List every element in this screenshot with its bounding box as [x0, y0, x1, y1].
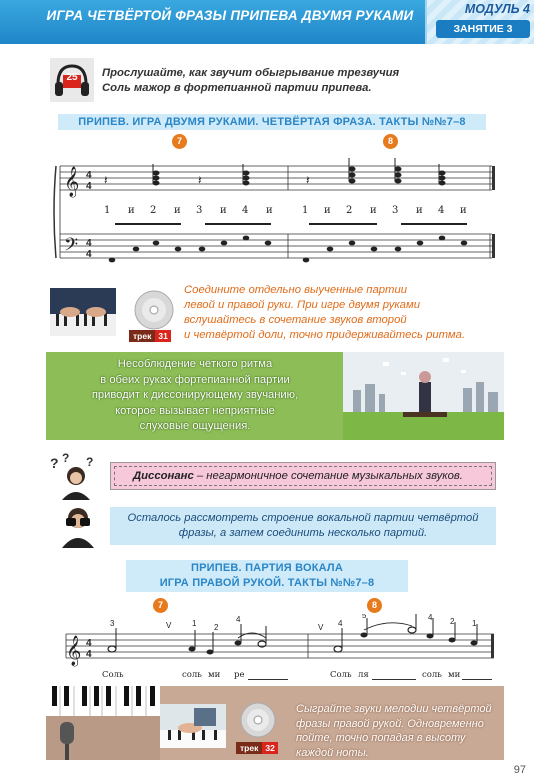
- count: 4: [438, 205, 445, 216]
- section2-title-line-1: ПРИПЕВ. ПАРТИЯ ВОКАЛА: [191, 562, 343, 574]
- lyric-syllable: ми: [448, 670, 461, 680]
- note-text: [110, 511, 496, 541]
- count: и: [220, 205, 227, 216]
- svg-text:𝄞: 𝄞: [64, 167, 80, 197]
- track-number: 32: [262, 742, 277, 754]
- count: и: [324, 205, 331, 216]
- page-number: 97: [513, 764, 526, 774]
- piano-hands-photo: [50, 288, 116, 336]
- module-label: МОДУЛЬ 4: [464, 2, 530, 16]
- svg-text:4: 4: [86, 249, 92, 260]
- warning-line-4: которое вызывает неприятные: [115, 404, 275, 417]
- lyric-syllable: соль: [182, 670, 202, 680]
- track31-line-4: и четвёртой доли, точно придерживайтесь ритма.: [184, 329, 466, 341]
- count: 1: [302, 205, 309, 216]
- lyric-syllable: Соль: [330, 670, 352, 680]
- warning-line-2: в обеих руках фортепианной партии: [100, 373, 290, 386]
- beat-counts: [52, 205, 498, 219]
- measure-marker-7: 7: [153, 598, 168, 613]
- warning-text: [60, 357, 330, 435]
- lyric-extender: [462, 679, 492, 680]
- svg-text:𝄽: 𝄽: [104, 173, 108, 187]
- definition-term: Диссонанс: [133, 470, 194, 482]
- section2-title-line-2: ИГРА ПРАВОЙ РУКОЙ. ТАКТЫ №№7–8: [159, 577, 375, 589]
- svg-text:V: V: [166, 621, 172, 630]
- intro-line-2: Соль мажор в фортепианной партии припева.: [102, 82, 372, 94]
- svg-text:1: 1: [472, 619, 477, 628]
- track-number: 31: [155, 330, 170, 342]
- svg-text:4: 4: [236, 615, 241, 624]
- vocal-score: [62, 614, 498, 670]
- svg-text:2: 2: [450, 617, 455, 626]
- track-tag: трек: [129, 330, 155, 342]
- thinking-woman-icon: [48, 452, 104, 500]
- svg-text:5: 5: [362, 614, 367, 620]
- count: 1: [104, 205, 111, 216]
- lyric-syllable: соль: [422, 670, 442, 680]
- svg-text:𝄽: 𝄽: [198, 173, 202, 187]
- measure-marker-8: 8: [383, 134, 398, 149]
- track31-line-1: Соедините отдельно выученные партии: [184, 284, 408, 296]
- binoculars-man-icon: [54, 504, 102, 548]
- exercise-line-4: каждой ноты.: [296, 746, 369, 759]
- count: 2: [150, 205, 157, 216]
- svg-text:?: ?: [50, 455, 59, 471]
- note-line-1: Осталось рассмотреть строение вокальной партии четвёртой: [127, 512, 479, 524]
- svg-text:𝄢: 𝄢: [64, 235, 79, 260]
- lyric-syllable: Соль: [102, 670, 124, 680]
- track31-line-3: вслушайтесь в сочетание звуков второй: [184, 314, 407, 326]
- count: и: [266, 205, 273, 216]
- track-31-label: [129, 326, 171, 344]
- warning-line-1: Несоблюдение чёткого ритма: [117, 358, 273, 370]
- piano-player-photo: [160, 704, 226, 748]
- svg-text:4: 4: [86, 238, 92, 249]
- lyrics-line: [62, 670, 498, 684]
- exercise-text: [296, 702, 501, 760]
- warning-line-3: приводит к диссонирующему звучанию,: [91, 389, 299, 401]
- count: и: [128, 205, 135, 216]
- svg-text:4: 4: [428, 614, 433, 622]
- lyric-syllable: ми: [208, 670, 221, 680]
- exercise-line-1: Сыграйте звуки мелодии четвёртой: [296, 703, 492, 715]
- definition-text: [114, 466, 492, 486]
- count: 3: [392, 205, 399, 216]
- man-on-bench-photo: [343, 352, 504, 440]
- section-title-2: [126, 560, 408, 592]
- count: и: [370, 205, 377, 216]
- keyboard-microphone-image: [46, 686, 160, 760]
- svg-text:2: 2: [214, 623, 219, 632]
- lesson-label: ЗАНЯТИЕ 3: [436, 20, 530, 38]
- lyric-extender: [372, 679, 416, 680]
- svg-text:1: 1: [192, 619, 197, 628]
- svg-text:𝄞: 𝄞: [66, 636, 82, 666]
- exercise-line-2: фразы правой рукой. Одновременно: [296, 717, 484, 730]
- warning-line-5: слуховые ощущения.: [139, 420, 251, 432]
- count: и: [416, 205, 423, 216]
- definition-body: – негармоничное сочетание музыкальных звуков.: [193, 470, 463, 482]
- svg-text:4: 4: [86, 649, 92, 660]
- page-title: ИГРА ЧЕТВЁРТОЙ ФРАЗЫ ПРИПЕВА ДВУМЯ РУКАМИ: [46, 8, 414, 23]
- count: и: [460, 205, 467, 216]
- track-tag: трек: [236, 742, 262, 754]
- svg-text:V: V: [318, 623, 324, 632]
- svg-text:4: 4: [338, 619, 343, 628]
- track-32-label: [236, 738, 278, 756]
- svg-text:?: ?: [62, 452, 70, 465]
- count: и: [174, 205, 181, 216]
- count: 3: [196, 205, 203, 216]
- measure-marker-8: 8: [367, 598, 382, 613]
- svg-text:?: ?: [86, 455, 94, 469]
- section-title-1: ПРИПЕВ. ИГРА ДВУМЯ РУКАМИ. ЧЕТВЁРТАЯ ФРАЗА. ТАКТЫ №№7–8: [58, 114, 486, 130]
- track31-line-2: левой и правой руки. При игре двумя руками: [184, 299, 420, 311]
- track-badge-number: 25: [66, 72, 78, 83]
- exercise-line-3: пойте, точно попадая в высоту: [296, 732, 466, 744]
- lyric-extender: [248, 679, 288, 680]
- intro-line-1: Прослушайте, как звучит обыгрывание трезвучия: [102, 67, 400, 79]
- lyric-syllable: ля: [358, 670, 369, 680]
- svg-text:4: 4: [86, 170, 92, 181]
- svg-text:4: 4: [86, 638, 92, 649]
- cd-icon: [134, 290, 174, 330]
- count: 2: [346, 205, 353, 216]
- lyric-syllable: ре: [234, 670, 245, 680]
- measure-marker-7: 7: [172, 134, 187, 149]
- svg-text:4: 4: [86, 181, 92, 192]
- cd-icon: [240, 702, 276, 738]
- svg-text:𝄽: 𝄽: [306, 173, 310, 187]
- count: 4: [242, 205, 249, 216]
- svg-text:3: 3: [110, 619, 115, 628]
- note-line-2: фразы, а затем соединить несколько партий.: [178, 527, 428, 539]
